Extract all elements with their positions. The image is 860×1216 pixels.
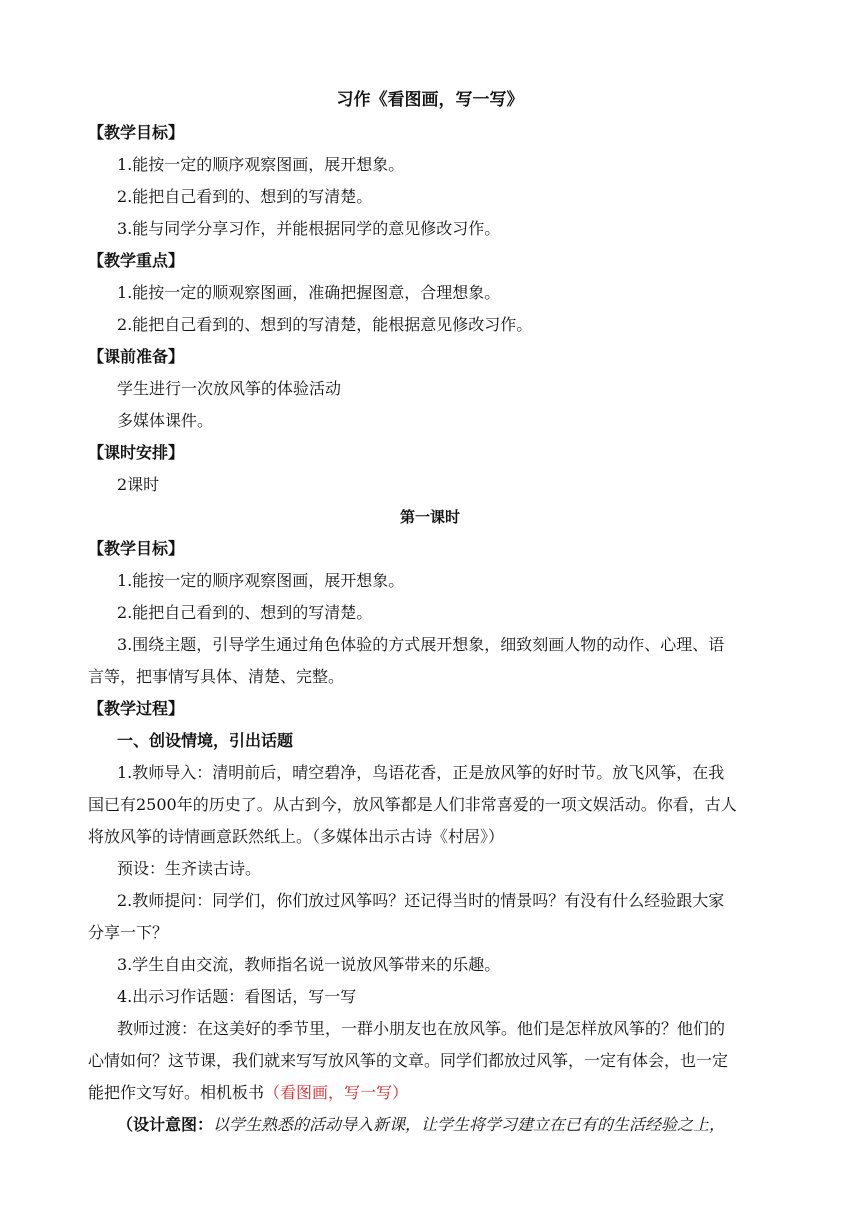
paragraph-line: 将放风筝的诗情画意跃然纸上。（多媒体出示古诗《村居》） (88, 827, 505, 846)
key-item: 1.能按一定的顺观察图画，准确把握图意，合理想象。 (117, 283, 501, 302)
lesson-goal-item: 1.能按一定的顺序观察图画，展开想象。 (117, 571, 405, 590)
board-writing-highlight: （看图画，写一写） (264, 1083, 409, 1102)
section-heading-lesson-goals: 【教学目标】 (88, 539, 185, 558)
paragraph-line: 2.教师提问：同学们，你们放过风筝吗？还记得当时的情景吗？有没有什么经验跟大家 (117, 891, 725, 910)
lesson-title: 第一课时 (399, 508, 460, 526)
paragraph-line: 1.教师导入：清明前后，晴空碧净，鸟语花香，正是放风筝的好时节。放飞风筝，在我 (117, 763, 725, 782)
design-intent-note (117, 1115, 725, 1135)
design-intent-label: （设计意图： (117, 1115, 214, 1134)
section-heading-goals: 【教学目标】 (88, 123, 185, 142)
key-item: 2.能把自己看到的、想到的写清楚，能根据意见修改习作。 (117, 315, 533, 334)
paragraph-line: 分享一下？ (88, 923, 169, 942)
goal-item: 1.能按一定的顺序观察图画，展开想象。 (117, 155, 405, 174)
schedule-item: 2课时 (117, 475, 160, 494)
section-heading-preparation: 【课前准备】 (88, 347, 185, 366)
prep-item: 学生进行一次放风筝的体验活动 (117, 379, 342, 398)
lesson-goal-item: 2.能把自己看到的、想到的写清楚。 (117, 603, 373, 622)
section-heading-process: 【教学过程】 (88, 699, 185, 718)
prep-item: 多媒体课件。 (117, 411, 214, 430)
paragraph-line: 3.学生自由交流，教师指名说一说放风筝带来的乐趣。 (117, 955, 501, 974)
lesson-goal-item: 3.围绕主题，引导学生通过角色体验的方式展开想象，细致刻画人物的动作、心理、语 (117, 635, 725, 654)
section-heading-key-points: 【教学重点】 (88, 251, 185, 270)
lesson-goal-item-cont: 言等，把事情写具体、清楚、完整。 (88, 667, 345, 686)
paragraph-line: 国已有2500年的历史了。从古到今，放风筝都是人们非常喜爱的一项文娱活动。你看，古人 (88, 795, 737, 814)
document-title: 习作《看图画，写一写》 (336, 90, 524, 110)
paragraph-line: 预设：生齐读古诗。 (117, 859, 262, 878)
paragraph-line: 教师过渡：在这美好的季节里，一群小朋友也在放风筝。他们是怎样放风筝的？他们的 (117, 1019, 726, 1038)
design-intent-text: 以学生熟悉的活动导入新课，让学生将学习建立在已有的生活经验之上， (213, 1115, 726, 1134)
section-heading-schedule: 【课时安排】 (88, 443, 185, 462)
paragraph-line: 心情如何？这节课，我们就来写写放风筝的文章。同学们都放过风筝，一定有体会，也一定 (88, 1051, 729, 1070)
goal-item: 3.能与同学分享习作，并能根据同学的意见修改习作。 (117, 219, 501, 238)
step-heading: 一、创设情境，引出话题 (117, 731, 294, 750)
paragraph-line (88, 1083, 408, 1103)
goal-item: 2.能把自己看到的、想到的写清楚。 (117, 187, 373, 206)
paragraph-text: 能把作文写好。相机板书 (88, 1083, 265, 1102)
paragraph-line: 4.出示习作话题：看图话，写一写 (117, 987, 357, 1006)
